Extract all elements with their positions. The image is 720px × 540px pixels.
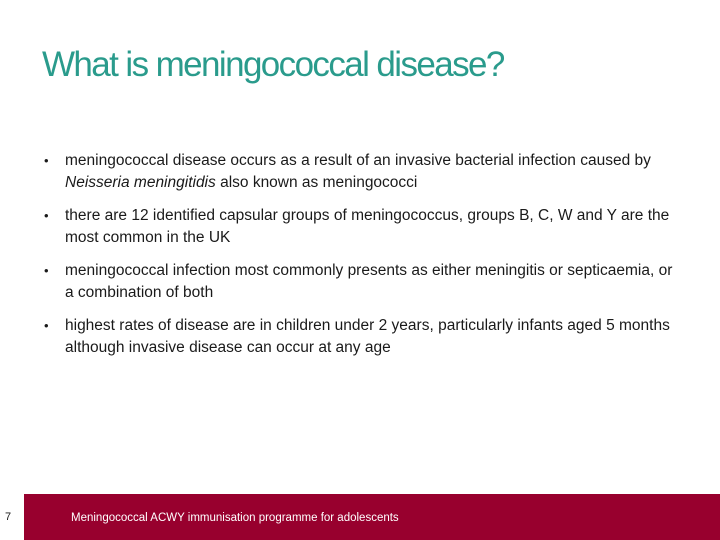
bullet-marker: • (44, 263, 49, 278)
bullet-text (65, 262, 672, 301)
bullet-text (65, 152, 651, 191)
bullet-item (44, 150, 684, 194)
bullet-item (44, 205, 684, 249)
bullet-marker: • (44, 208, 49, 223)
footer-text: Meningococcal ACWY immunisation programme for adolescents (71, 512, 399, 524)
bullet-list (44, 150, 684, 370)
bullet-text-italic: Neisseria meningitidis (65, 174, 216, 191)
slide-footer (0, 494, 720, 540)
slide-title: What is meningococcal disease? (42, 45, 504, 84)
page-number: 7 (5, 511, 12, 523)
bullet-marker: • (44, 153, 49, 168)
bullet-text-segment: also known as meningococci (215, 174, 418, 191)
bullet-text (65, 317, 670, 356)
bullet-text-segment: meningococcal disease occurs as a result of an invasive bacterial infection caused by (65, 152, 651, 169)
bullet-marker: • (44, 318, 49, 333)
page-number-area (0, 494, 24, 540)
bullet-text-segment: highest rates of disease are in children under 2 years, particularly infants aged 5 months although invasive disease can occur at any age (65, 317, 670, 356)
bullet-item (44, 315, 684, 359)
bullet-text (65, 207, 669, 246)
bullet-text-segment: there are 12 identified capsular groups of meningococcus, groups B, C, W and Y are the most common in the UK (65, 207, 670, 246)
bullet-text-segment: meningococcal infection most commonly presents as either meningitis or septicaemia, or a combination of both (65, 262, 673, 301)
bullet-item (44, 260, 684, 304)
